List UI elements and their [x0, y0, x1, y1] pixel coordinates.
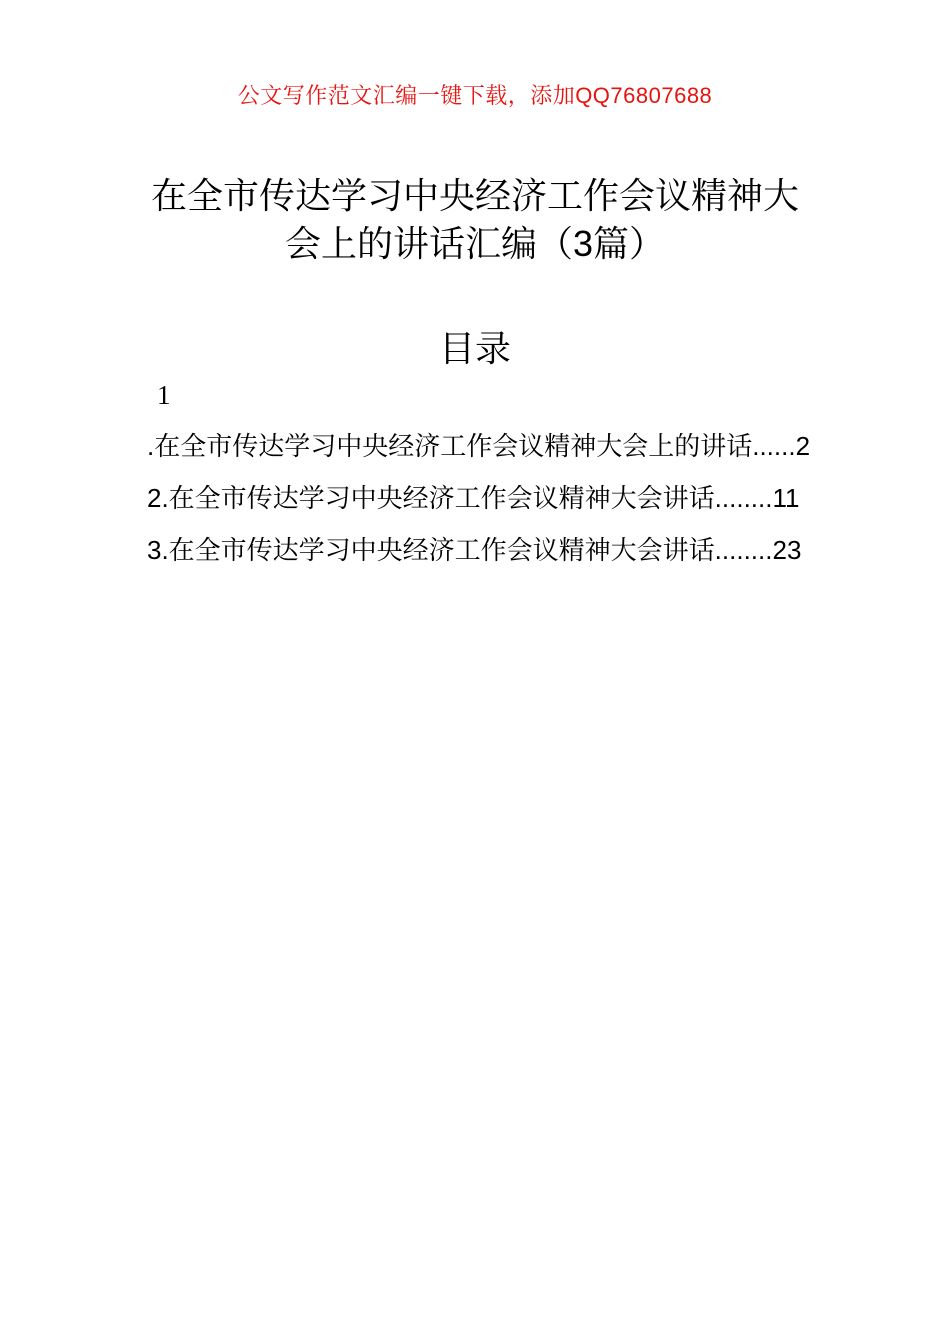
- toc-entry-1-page: 2: [795, 431, 811, 461]
- toc-entry-3-page: 23: [772, 535, 802, 565]
- title-line-1: 在全市传达学习中央经济工作会议精神大: [150, 175, 799, 216]
- title-line-2: 会上的讲话汇编（3篇）: [284, 223, 666, 264]
- document-title: [145, 172, 805, 268]
- toc-entry-1-text: .在全市传达学习中央经济工作会议精神大会上的讲话......: [147, 431, 796, 461]
- toc-entry-2-page: 11: [772, 483, 800, 513]
- toc-entry-3-text: 3.在全市传达学习中央经济工作会议精神大会讲话........: [147, 535, 773, 565]
- toc-heading: 目录: [438, 328, 511, 369]
- orphan-page-number: 1: [157, 380, 171, 410]
- toc-entry-2: [147, 472, 812, 524]
- toc-list: [147, 420, 812, 576]
- toc-entry-1: [147, 420, 812, 472]
- promo-notice: 公文写作范文汇编一键下载，添加QQ76807688: [237, 83, 713, 108]
- toc-entry-2-text: 2.在全市传达学习中央经济工作会议精神大会讲话........: [147, 483, 773, 513]
- toc-entry-3: [147, 524, 812, 576]
